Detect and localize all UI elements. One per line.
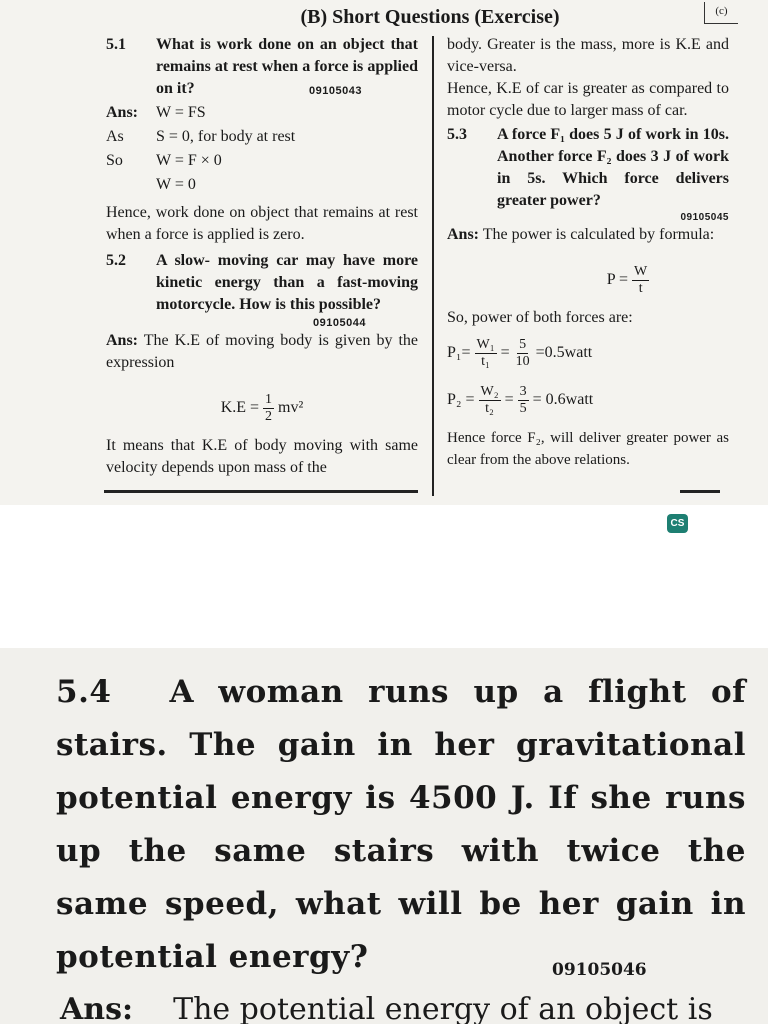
question-code: 09105043 [309, 85, 362, 97]
equation-result: = 0.6watt [532, 391, 594, 409]
textbook-page-bottom [0, 648, 768, 1024]
answer-label: Ans: [106, 104, 139, 121]
fraction [475, 337, 497, 370]
fraction-numerator: W₁ [476, 337, 495, 352]
equation: W = FS [156, 104, 206, 121]
conclusion-text: Hence, work done on object that remains at rest when a force is applied is zero. [106, 204, 418, 243]
equation-lhs: K.E = [220, 399, 260, 417]
answer-label: Ans: [60, 992, 134, 1024]
equation-rhs: mv² [278, 399, 304, 417]
answer-body: The potential energy of an object is [173, 992, 713, 1024]
answer-label: Ans: [106, 332, 139, 349]
question-text: A slow- moving car may have more kinetic energy than a fast-moving motorcycle. How is this possible? [156, 252, 418, 313]
fraction [518, 384, 529, 417]
answer-line [60, 992, 760, 1024]
question-text: A force F₁ does 5 J of work in 10s. Another force F₂ does 3 J of work in 5s. Which force delivers greater power? [497, 126, 729, 209]
answer-line [106, 102, 418, 124]
bottom-rule [104, 490, 418, 493]
question-5-2 [106, 250, 418, 316]
answer-text [447, 224, 729, 246]
so-text: So, power of both forces are: [447, 309, 633, 326]
answer-label: Ans: [447, 226, 480, 243]
so-label: So [106, 152, 123, 169]
equals-sign: = [500, 344, 510, 362]
fraction-denominator: t [638, 281, 643, 296]
fraction-numerator: 3 [519, 384, 527, 399]
fraction [263, 392, 274, 425]
conclusion-text: Hence force F₂, will deliver greater power as clear from the above relations. [447, 430, 729, 468]
continuation-text: body. Greater is the mass, more is K.E and vice-versa. [447, 36, 729, 75]
question-number: 5.4 [56, 674, 112, 710]
power-equation-1 [447, 337, 729, 370]
question-code: 09105044 [313, 317, 366, 329]
fraction-denominator: 10 [515, 354, 530, 369]
fraction-denominator: 2 [265, 409, 273, 424]
so-line-2 [106, 174, 418, 196]
fraction-denominator: t₁ [481, 354, 490, 369]
equation-result: =0.5watt [535, 344, 593, 362]
equation-lhs: P₂ = [447, 391, 475, 409]
question-text: What is work done on an object that remains at rest when a force is applied on it? [156, 36, 418, 97]
equation-lhs: P₁= [447, 344, 471, 362]
fraction [514, 337, 532, 370]
camscanner-logo-icon: CS [667, 514, 688, 533]
fraction-numerator: 1 [265, 392, 273, 407]
equals-sign: = [504, 391, 514, 409]
answer-text [106, 330, 418, 374]
question-number: 5.2 [106, 252, 126, 269]
fraction-denominator: t₂ [485, 401, 494, 416]
equation: W = F × 0 [156, 152, 222, 169]
fraction-denominator: 5 [519, 401, 527, 416]
power-formula [447, 264, 729, 297]
question-5-3 [447, 124, 729, 212]
fraction-numerator: W [634, 264, 648, 279]
question-number: 5.1 [106, 36, 126, 53]
bottom-rule-right [680, 490, 720, 493]
question-code: 09105046 [552, 960, 647, 980]
question-5-4 [56, 666, 746, 984]
left-column [106, 34, 418, 479]
as-label: As [106, 128, 124, 145]
as-line [106, 126, 418, 148]
right-column [447, 34, 729, 471]
question-text: A woman runs up a flight of stairs. The gain in her gravitational potential energy is 4500 J. If she runs up the same stairs with twice the same speed, what will be her gain in potential energy? [56, 674, 746, 975]
fraction-numerator: 5 [519, 337, 527, 352]
textbook-page-top [0, 0, 768, 505]
continuation-text: It means that K.E of body moving with same velocity depends upon mass of the [106, 437, 418, 476]
page-corner-mark: (c) [704, 2, 738, 24]
fraction-numerator: W₂ [480, 384, 499, 399]
fraction [632, 264, 649, 297]
kinetic-energy-equation [106, 392, 418, 425]
section-title: (B) Short Questions (Exercise) [300, 6, 560, 28]
continuation-text: Hence, K.E of car is greater as compared to motor cycle due to larger mass of car. [447, 80, 729, 119]
fraction [479, 384, 501, 417]
equation-lhs: P = [606, 271, 629, 289]
question-number: 5.3 [447, 126, 467, 143]
answer-body: The K.E of moving body is given by the expression [106, 332, 419, 371]
answer-body: The power is calculated by formula: [482, 226, 715, 243]
equation: S = 0, for body at rest [156, 128, 296, 145]
so-line [106, 150, 418, 172]
power-equation-2 [447, 384, 729, 417]
column-divider [432, 36, 434, 496]
question-code: 09105045 [680, 212, 729, 223]
equation: W = 0 [156, 176, 196, 193]
